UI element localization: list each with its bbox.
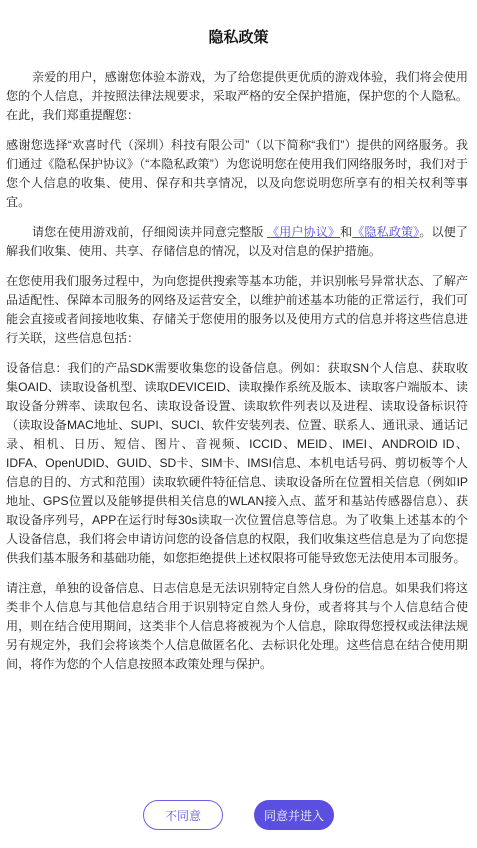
policy-content[interactable]: [6, 68, 468, 685]
user-agreement-link[interactable]: 《用户协议》: [266, 225, 341, 239]
disagree-button[interactable]: 不同意: [143, 800, 223, 830]
agreement-text-before: 请您在使用游戏前，仔细阅读并同意完整版: [32, 225, 267, 239]
agree-and-enter-button[interactable]: 同意并进入: [254, 800, 334, 830]
policy-paragraph-device-info: 设备信息：我们的产品SDK需要收集您的设备信息。例如：获取SN个人信息、获取收集OAID、读取设备机型、读取DEVICEID、读取操作系统及版本、读取客户端版本、读取设备分辨率、读取包名、读取设备设置、读取软件列表以及进程、读取设备标识符（读取设备MAC地址、SUPI、SUCI、软件安装列表、位置、联系人、通讯录、通话记录、相机、日历、短信、图片、音视频、ICCID、MEID、IMEI、ANDROID ID、IDFA、OpenUDID、GUID、SD卡、SIM卡、IMSI信息、本机电话号码、剪切板等个人信息的目的、方式和范围）读取软硬件特征信息、读取设备所在位置相关信息（例如IP 地址、GPS位置以及能够提供相关信息的WLAN接入点、蓝牙和基站传感器信息）、获取设备序列号，APP在运行时每30s读取一次位置信息等信息。为了收集上述基本的个人设备信息，我们将会申请访问您的设备信息的权限，我们收集这些信息是为了向您提供我们基本服务和基础功能，如您拒绝提供上述权限将可能导致您无法使用本司服务。: [6, 361, 468, 565]
policy-paragraph-notice: 请注意，单独的设备信息、日志信息是无法识别特定自然人身份的信息。如果我们将这类非个人信息与其他信息结合用于识别特定自然人身份，或者将其与个人信息结合使用，则在结合使用期间，这类非个人信息将被视为个人信息，除取得您授权或法律法规另有规定外，我们会将该类个人信息做匿名化、去标识化处理。这些信息在结合使用期间，将作为您的个人信息按照本政策处理与保护。: [6, 581, 468, 671]
policy-paragraph-intro: 亲爱的用户，感谢您体验本游戏，为了给您提供更优质的游戏体验，我们将会使用您的个人信息，并按照法律法规要求，采取严格的安全保护措施，保护您的个人隐私。在此，我们郑重提醒您：: [6, 70, 468, 122]
policy-paragraph-agreement: [6, 223, 468, 261]
privacy-policy-link[interactable]: 《隐私政策》: [352, 225, 420, 239]
agreement-text-and: 和: [340, 225, 353, 239]
agreement-text-after: 。以便了解我们收集、使用、共享、存储信息的情况，以及对信息的保护措施。: [6, 225, 468, 258]
policy-paragraph-company: 感谢您选择“欢喜时代（深圳）科技有限公司”（以下简称“我们”）提供的网络服务。我们通过《隐私保护协议》（“本隐私政策”）为您说明您在使用我们网络服务时，我们对于您个人信息的收集、使用、保存和共享情况，以及向您说明您所享有的相关权利等事宜。: [6, 138, 468, 209]
page-title: 隐私政策: [208, 29, 269, 46]
policy-paragraph-collection: 在您使用我们服务过程中，为向您提供搜索等基本功能，并识别帐号异常状态、了解产品适配性、保障本司服务的网络及运营安全，以维护前述基本功能的正常运行，我们可能会直接或者间接地收集、存储关于您使用的服务以及使用方式的信息并将这些信息进行关联，这些信息包括：: [6, 274, 468, 345]
